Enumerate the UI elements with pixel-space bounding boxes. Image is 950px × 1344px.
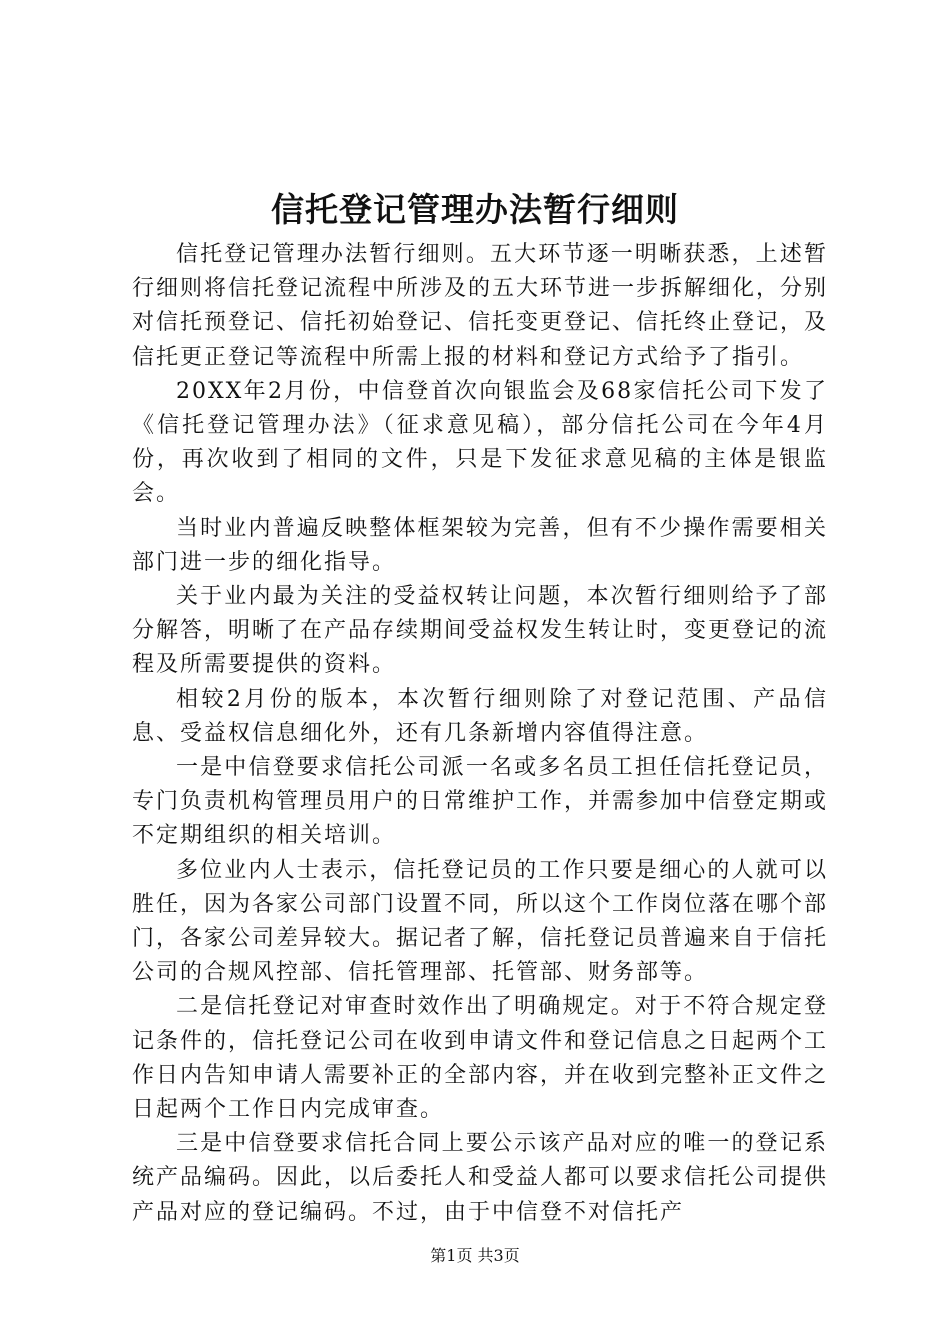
paragraph-6: 一是中信登要求信托公司派一名或多名员工担任信托登记员，专门负责机构管理员用户的日常维护工作，并需参加中信登定期或不定期组织的相关培训。 (132, 755, 829, 849)
paragraph-8: 二是信托登记对审查时效作出了明确规定。对于不符合规定登记条件的，信托登记公司在收到申请文件和登记信息之日起两个工作日内告知申请人需要补正的全部内容，并在收到完整补正文件之日起两个工作日内完成审查。 (132, 994, 829, 1123)
paragraph-7: 多位业内人士表示，信托登记员的工作只要是细心的人就可以胜任，因为各家公司部门设置不同，所以这个工作岗位落在哪个部门，各家公司差异较大。据记者了解，信托登记员普遍来自于信托公司的合规风控部、信托管理部、托管部、财务部等。 (132, 857, 829, 986)
paragraph-5: 相较2月份的版本，本次暂行细则除了对登记范围、产品信息、受益权信息细化外，还有几条新增内容值得注意。 (132, 686, 828, 746)
paragraph-2: 20XX年2月份，中信登首次向银监会及68家信托公司下发了《信托登记管理办法》（征求意见稿），部分信托公司在今年4月份，再次收到了相同的文件，只是下发征求意见稿的主体是银监会。 (132, 378, 828, 507)
document-body (132, 238, 828, 1230)
paragraph-4: 关于业内最为关注的受益权转让问题，本次暂行细则给予了部分解答，明晰了在产品存续期间受益权发生转让时，变更登记的流程及所需要提供的资料。 (132, 584, 829, 678)
paragraph-1: 信托登记管理办法暂行细则。五大环节逐一明晰获悉，上述暂行细则将信托登记流程中所涉及的五大环节进一步拆解细化，分别对信托预登记、信托初始登记、信托变更登记、信托终止登记，及信托更正登记等流程中所需上报的材料和登记方式给予了指引。 (132, 242, 829, 370)
paragraph-3: 当时业内普遍反映整体框架较为完善，但有不少操作需要相关部门进一步的细化指导。 (132, 515, 828, 575)
page-title: 信托登记管理办法暂行细则 (271, 190, 679, 229)
page-footer: 第1页 共3页 (430, 1246, 520, 1265)
paragraph-9: 三是中信登要求信托合同上要公示该产品对应的唯一的登记系统产品编码。因此，以后委托人和受益人都可以要求信托公司提供产品对应的登记编码。不过，由于中信登不对信托产 (132, 1131, 829, 1225)
